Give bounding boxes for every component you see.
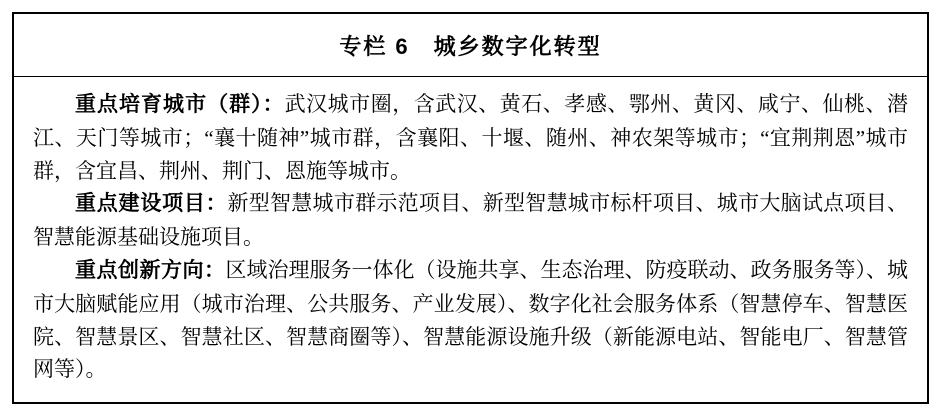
box-body — [14, 77, 927, 386]
paragraph-key-innovation-directions — [33, 254, 908, 386]
paragraph-text-key-cultivation-cities: 武汉城市圈，含武汉、黄石、孝感、鄂州、黄冈、咸宁、仙桃、潜江、天门等城市；“襄十随神”城市群，含襄阳、十堰、随州、神农架等城市；“宜荆荆恩”城市群，含宜昌、荆州、荆门、恩施等城市。 — [33, 92, 909, 183]
paragraph-key-construction-projects — [33, 187, 908, 254]
column-box — [12, 12, 929, 404]
paragraph-key-cultivation-cities — [33, 88, 908, 187]
paragraph-text-key-innovation-directions: 区域治理服务一体化（设施共享、生态治理、防疫联动、政务服务等）、城市大脑赋能应用（城市治理、公共服务、产业发展）、数字化社会服务体系（智慧停车、智慧医院、智慧景区、智慧社区、智慧商圈等）、智慧能源设施升级（新能源电站、智能电厂、智慧管网等）。 — [33, 257, 908, 382]
paragraph-lead-key-cultivation-cities: 重点培育城市（群）： — [75, 93, 285, 116]
paragraph-text-key-construction-projects: 新型智慧城市群示范项目、新型智慧城市标杆项目、城市大脑试点项目、智慧能源基础设施项目。 — [33, 191, 909, 250]
paragraph-lead-key-innovation-directions: 重点创新方向： — [75, 258, 226, 282]
box-title: 专栏 6 城乡数字化转型 — [14, 14, 927, 77]
paragraph-lead-key-construction-projects: 重点建设项目： — [75, 192, 228, 216]
